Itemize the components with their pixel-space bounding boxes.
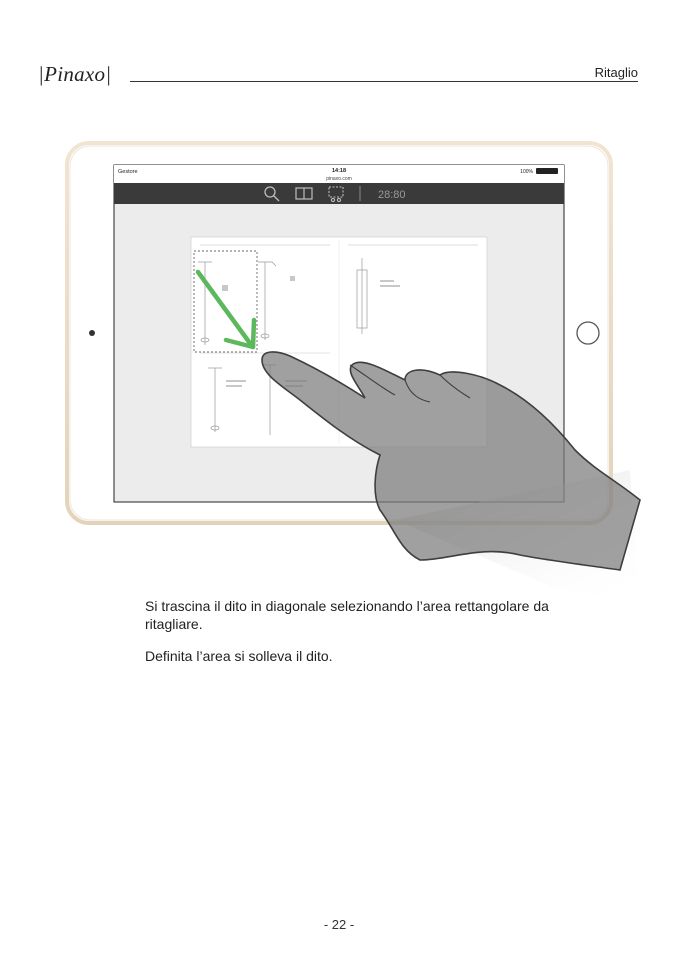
status-battery: 100% <box>520 169 533 175</box>
page-number: - 22 - <box>323 917 355 932</box>
caption-line-2: Definita l’area si solleva il dito. <box>145 648 333 664</box>
status-time: 14:18 <box>331 168 347 174</box>
front-camera <box>89 330 95 336</box>
page-range: 28:80 <box>378 189 406 201</box>
status-carrier: Gestore <box>118 169 138 175</box>
reader-toolbar <box>114 183 564 204</box>
caption <box>145 597 565 679</box>
logo: |Pinaxo| <box>38 62 112 86</box>
section-title: Ritaglio <box>594 65 638 80</box>
status-url: pinaxo.com <box>326 176 352 182</box>
caption-line-1: Si trascina il dito in diagonale selezionando l’area rettangolare da ritagliare. <box>145 598 549 632</box>
battery-icon <box>536 168 558 174</box>
